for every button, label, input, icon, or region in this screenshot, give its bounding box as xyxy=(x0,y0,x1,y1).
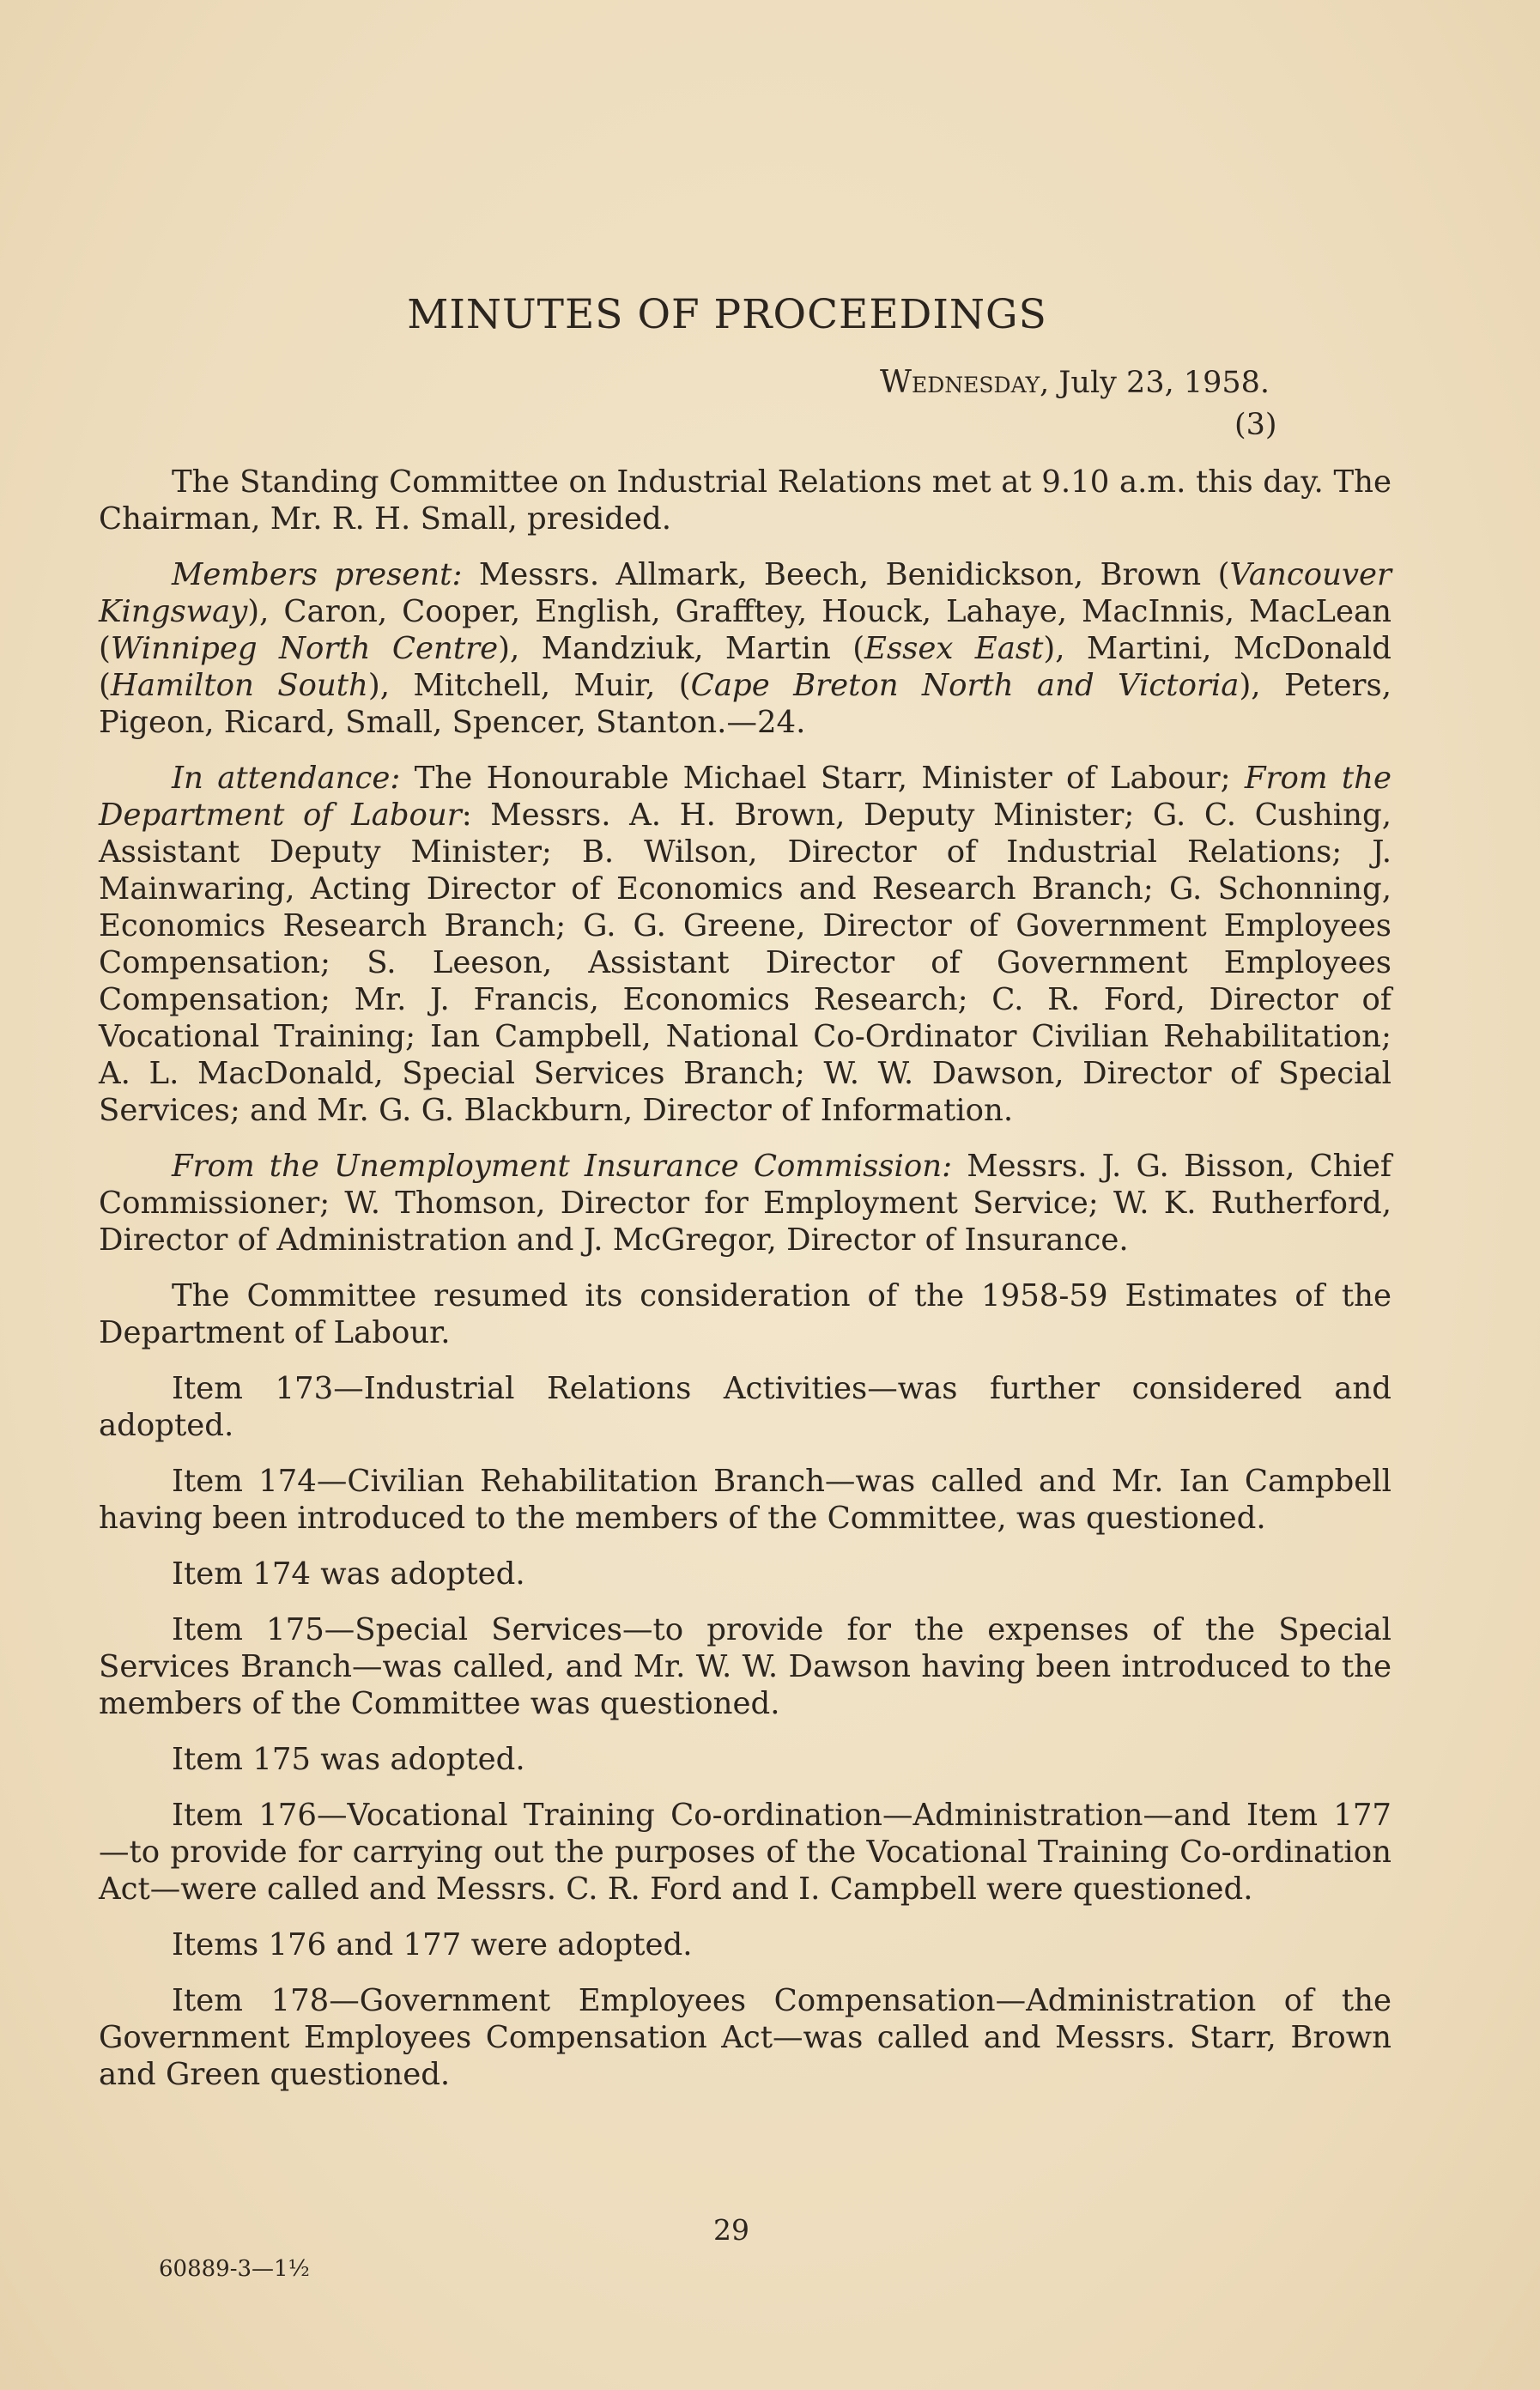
meeting-weekday: Wednesday xyxy=(880,365,1040,400)
attendance-text: : Messrs. A. H. Brown, Deputy Minister; G. C. Cushing, Assistant Deputy Minister; B. Wilson, Director of Industrial Relations; J. Mainwaring, Acting Director of Economics and Research Branch; G. Schonning, Economics Research Branch; G. G. Greene, Director of Government Employees Compensation; S. Leeson, Assistant Director of Government Employees Compensation; Mr. J. Francis, Economics Research; C. R. Ford, Director of Vocational Training; Ian Campbell, National Co-Ordinator Civilian Rehabilitation; A. L. MacDonald, Special Services Branch; W. W. Dawson, Director of Special Services; and Mr. G. G. Blackburn, Director of Information. xyxy=(99,798,1391,1128)
constituency: Vancouver Kingsway xyxy=(99,557,1391,629)
meeting-date-rest: , July 23, 1958. xyxy=(1040,366,1270,400)
print-code: 60889-3—1½ xyxy=(159,2256,310,2282)
members-present-label: Members present: xyxy=(172,557,463,592)
members-text: ), Martini, McDonald ( xyxy=(99,631,1392,703)
members-text: ), Mandziuk, Martin ( xyxy=(498,631,865,666)
members-present-paragraph xyxy=(99,556,1391,741)
members-text: ), Mitchell, Muir, ( xyxy=(367,668,691,703)
opening-paragraph: The Standing Committee on Industrial Relations met at 9.10 a.m. this day. The Chairman, Mr. R. H. Small, presided. xyxy=(99,464,1391,537)
page-number: 29 xyxy=(713,2213,749,2247)
item-173-paragraph: Item 173—Industrial Relations Activities—was further considered and adopted. xyxy=(99,1371,1391,1443)
attendance-text: The Honourable Michael Starr, Minister of Labour; xyxy=(400,761,1245,796)
item-175-paragraph: Item 175—Special Services—to provide for the expenses of the Special Services Branch—was called, and Mr. W. W. Dawson having been introduced to the members of the Committee was questioned. xyxy=(99,1612,1391,1721)
department-label: From the Department of Labour xyxy=(99,761,1391,833)
constituency: Essex East xyxy=(864,631,1044,666)
members-text: ), Peters, Pigeon, Ricard, Small, Spencer, Stanton.—24. xyxy=(99,668,1391,740)
item-176-177-paragraph: Item 176—Vocational Training Co-ordination—Administration—and Item 177—to provide for carrying out the purposes of the Vocational Training Co-ordination Act—were called and Messrs. C. R. Ford and I. Campbell were questioned. xyxy=(99,1798,1391,1907)
constituency: Cape Breton North and Victoria xyxy=(690,668,1240,703)
page-title: MINUTES OF PROCEEDINGS xyxy=(407,291,1047,339)
minutes-body xyxy=(99,464,1391,2112)
item-175-adopted: Item 175 was adopted. xyxy=(172,1742,525,1777)
attendance-paragraph xyxy=(99,760,1391,1129)
attendance-label: In attendance: xyxy=(172,761,401,796)
constituency: Hamilton South xyxy=(110,668,368,703)
commission-paragraph xyxy=(99,1148,1391,1259)
item-174-adopted: Item 174 was adopted. xyxy=(172,1556,525,1592)
commission-text: Messrs. J. G. Bisson, Chief Commissioner; W. Thomson, Director for Employment Service; W. K. Rutherford, Director of Administration and J. McGregor, Director of Insurance. xyxy=(99,1149,1391,1258)
item-178-paragraph: Item 178—Government Employees Compensation—Administration of the Government Employees Compensation Act—was called and Messrs. Starr, Brown and Green questioned. xyxy=(99,1983,1391,2092)
constituency: Winnipeg North Centre xyxy=(110,631,499,666)
sitting-number: (3) xyxy=(1234,408,1277,442)
members-text: ), Caron, Cooper, English, Grafftey, Houck, Lahaye, MacInnis, MacLean ( xyxy=(99,594,1391,666)
items-176-177-adopted: Items 176 and 177 were adopted. xyxy=(172,1927,693,1962)
meeting-date xyxy=(880,365,1270,400)
estimates-paragraph: The Committee resumed its consideration of the 1958-59 Estimates of the Department of Labour. xyxy=(99,1278,1391,1350)
item-174-paragraph: Item 174—Civilian Rehabilitation Branch—was called and Mr. Ian Campbell having been introduced to the members of the Committee, was questioned. xyxy=(99,1464,1391,1536)
members-text: Messrs. Allmark, Beech, Benidickson, Brown ( xyxy=(462,557,1230,592)
commission-label: From the Unemployment Insurance Commission: xyxy=(172,1149,953,1184)
